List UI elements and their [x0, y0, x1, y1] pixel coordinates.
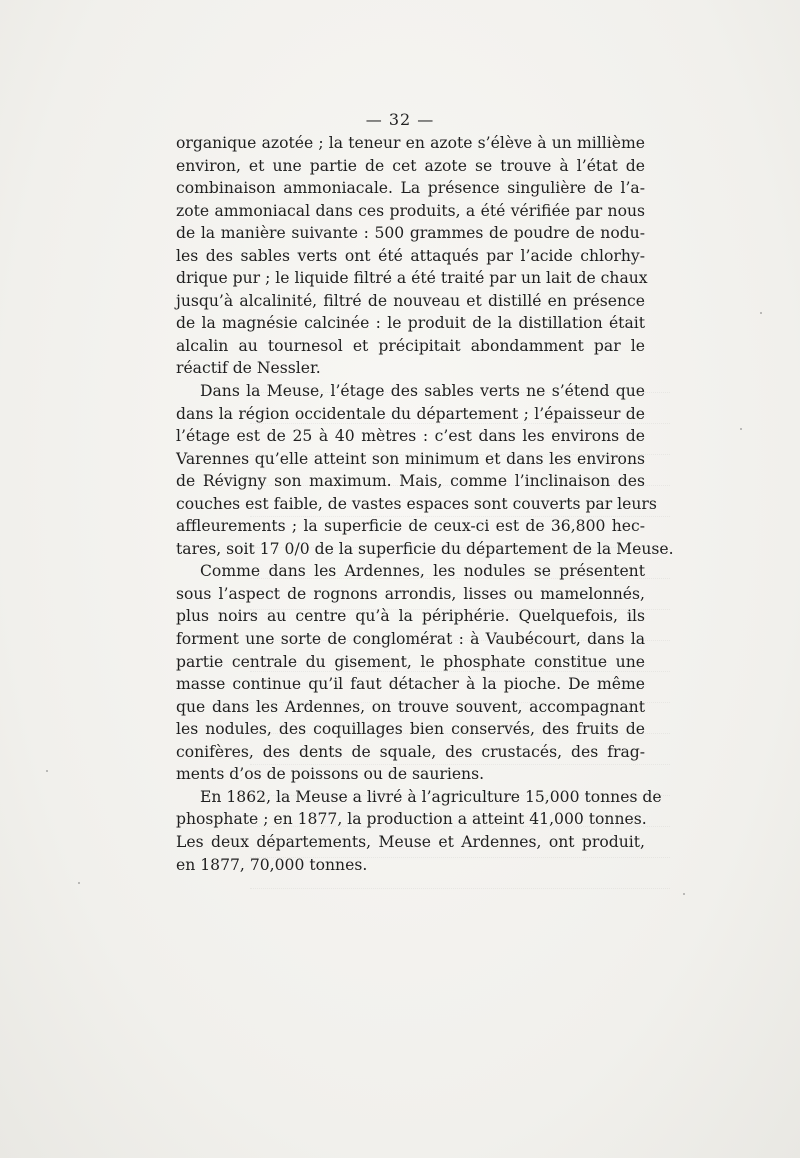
text-line: phosphate ; en 1877, la production a atteint 41,000 tonnes. — [176, 810, 647, 829]
paragraph-start: En 1862, la Meuse a livré à l’agriculture 15,000 tonnes de — [200, 787, 662, 806]
paper-speck — [760, 312, 762, 314]
text-line: réactif de Nessler. — [176, 359, 321, 378]
text-line: zote ammoniacal dans ces produits, a été vérifiée par nous — [176, 201, 645, 220]
text-line: de la magnésie calcinée : le produit de la distillation était — [176, 314, 645, 333]
text-line: tares, soit 17 0/0 de la superficie du département de la Meuse. — [176, 539, 674, 558]
text-line: forment une sorte de conglomérat : à Vaubécourt, dans la — [176, 630, 645, 649]
text-line: combinaison ammoniacale. La présence singulière de l’a- — [176, 179, 645, 198]
text-line: en 1877, 70,000 tonnes. — [176, 855, 368, 874]
text-line: ments d’os de poissons ou de sauriens. — [176, 765, 485, 784]
text-line: les des sables verts ont été attaqués par l’acide chlorhy- — [176, 246, 645, 265]
text-line: organique azotée ; la teneur en azote s’élève à un millième — [176, 134, 645, 152]
text-line: affleurements ; la superficie de ceux-ci est de 36,800 hec- — [176, 517, 645, 536]
text-line: Varennes qu’elle atteint son minimum et dans les environs — [176, 449, 645, 468]
paper-speck — [46, 770, 48, 772]
paragraph-start: Dans la Meuse, l’étage des sables verts ne s’étend que — [200, 382, 645, 401]
text-line: jusqu’à alcalinité, filtré de nouveau et distillé en présence — [176, 291, 645, 310]
text-line: de la manière suivante : 500 grammes de poudre de nodu- — [176, 224, 645, 243]
paper-speck — [78, 882, 80, 884]
text-line: partie centrale du gisement, le phosphate constitue une — [176, 652, 645, 671]
text-line: masse continue qu’il faut détacher à la pioche. De même — [176, 675, 645, 694]
paragraph-start: Comme dans les Ardennes, les nodules se présentent — [200, 562, 645, 581]
text-line: couches est faible, de vastes espaces sont couverts par leurs — [176, 494, 657, 513]
paper-speck — [683, 893, 685, 895]
text-line: alcalin au tournesol et précipitait abondamment par le — [176, 336, 645, 355]
text-line: environ, et une partie de cet azote se trouve à l’état de — [176, 156, 645, 175]
text-line: les nodules, des coquillages bien conservés, des fruits de — [176, 720, 645, 739]
text-line: plus noirs au centre qu’à la périphérie. Quelquefois, ils — [176, 607, 645, 626]
text-line: drique pur ; le liquide filtré a été traité par un lait de chaux — [176, 269, 648, 288]
text-line: sous l’aspect de rognons arrondis, lisses ou mamelonnés, — [176, 584, 645, 603]
text-line: de Révigny son maximum. Mais, comme l’inclinaison des — [176, 472, 645, 491]
text-line: Les deux départements, Meuse et Ardennes, ont produit, — [176, 832, 645, 851]
text-line: l’étage est de 25 à 40 mètres : c’est dans les environs de — [176, 427, 645, 446]
text-line: que dans les Ardennes, on trouve souvent, accompagnant — [176, 697, 645, 716]
page-number: — 32 — — [365, 110, 435, 129]
text-line: dans la région occidentale du département ; l’épaisseur de — [176, 404, 645, 423]
body-text — [176, 132, 674, 876]
paper-speck — [740, 428, 742, 430]
text-line: conifères, des dents de squale, des crustacés, des frag- — [176, 742, 645, 761]
